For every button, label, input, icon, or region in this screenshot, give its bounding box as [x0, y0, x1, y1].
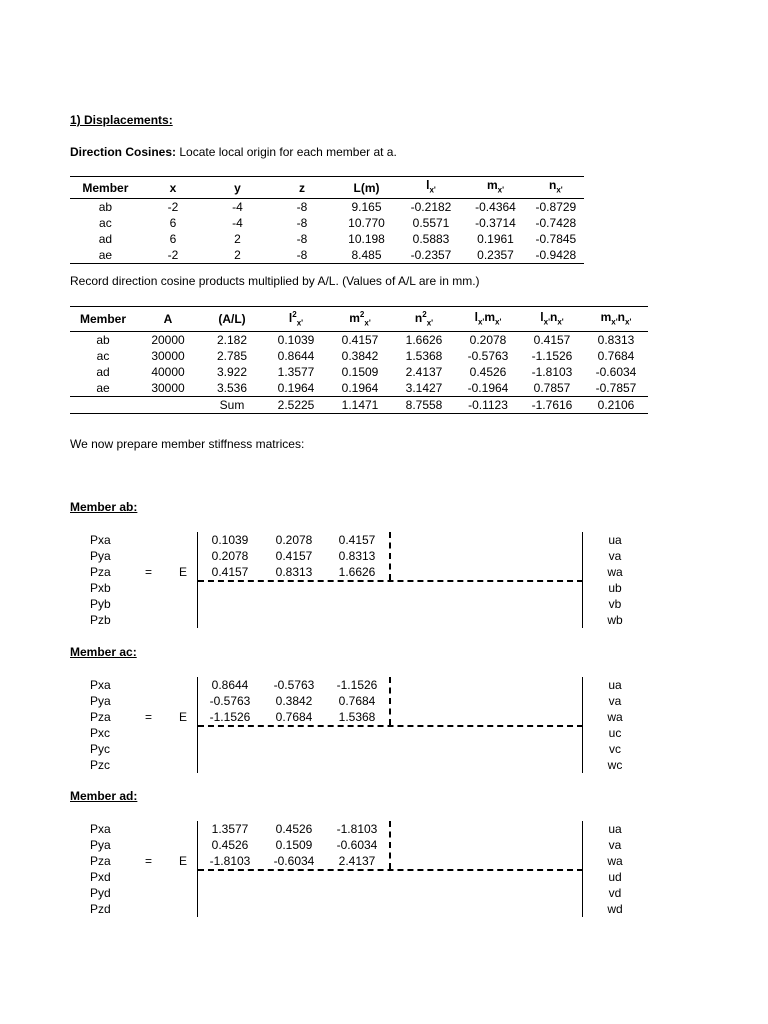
matrix-cell: -1.8103: [209, 854, 251, 868]
displacement-label: ua: [608, 822, 622, 836]
table-cell: 2: [234, 232, 241, 247]
direction-cosines-label: Direction Cosines:: [70, 145, 177, 159]
force-label: Pyb: [90, 597, 111, 611]
force-label: Pzd: [90, 902, 111, 916]
table-row: [70, 332, 648, 349]
force-label: Pzb: [90, 613, 111, 627]
table-cell: 0.5883: [412, 232, 450, 247]
sum-cell: 2.5225: [264, 397, 328, 414]
matrix-cell: 0.1039: [211, 533, 249, 547]
matrix-cell: -0.6034: [273, 854, 315, 868]
partition-horizontal: [198, 580, 583, 582]
modulus-symbol: E: [179, 854, 188, 868]
equals-sign: =: [145, 565, 153, 579]
table-cell: 0.1961: [477, 232, 514, 247]
force-label: Pzc: [90, 758, 111, 772]
table-cell: 0.1964: [341, 381, 379, 396]
force-label: Pya: [90, 549, 111, 563]
col-header-nx: $n_{x'}$: [528, 177, 584, 199]
modulus-symbol: E: [179, 710, 188, 724]
table-cell: -4: [232, 216, 243, 231]
table-cell: 20000: [151, 333, 185, 348]
table-cell: 30000: [151, 349, 185, 364]
table-header-row: [70, 307, 648, 332]
table-cell: 0.2078: [469, 333, 507, 348]
force-label: Pxa: [90, 822, 111, 836]
table-cell: 0.2357: [463, 247, 528, 264]
table-cell: ab: [98, 200, 113, 215]
force-label: Pza: [90, 710, 111, 724]
sum-cell: 8.7558: [392, 397, 456, 414]
matrix-cell: 2.4137: [338, 854, 376, 868]
member-title: Member ac:: [70, 645, 137, 659]
col-header-z: z: [270, 177, 335, 199]
table-cell: -0.4364: [475, 200, 516, 215]
force-label: Pyc: [90, 742, 111, 756]
table-cell: -1.1526: [531, 349, 573, 364]
sum-cell: -0.1123: [456, 397, 520, 414]
table-cell: -0.6034: [595, 365, 637, 380]
table-cell: -0.1964: [467, 381, 509, 396]
matrix-cell: -0.5763: [209, 694, 251, 708]
force-label: Pxa: [90, 533, 111, 547]
table-cell: 9.165: [351, 200, 382, 215]
table-cell: 0.7857: [533, 381, 571, 396]
table-cell: -8: [296, 232, 308, 247]
force-label: Pxd: [90, 870, 111, 884]
section-title: 1) Displacements:: [70, 113, 173, 127]
matrix-cell: 1.5368: [338, 710, 376, 724]
table-cell: ab: [96, 333, 110, 348]
matrix-cell: 0.7684: [338, 694, 376, 708]
table-cell: -0.3714: [475, 216, 516, 231]
displacement-label: vb: [608, 597, 622, 611]
sum-cell: Sum: [200, 397, 264, 414]
matrix-cell: 0.8313: [275, 565, 313, 579]
displacement-label: wa: [607, 854, 623, 868]
matrix-cell: 0.4157: [275, 549, 313, 563]
table-cell: -8: [270, 247, 335, 264]
col-header-n2: $n^2_{x'}$: [392, 307, 456, 332]
table-cell: ae: [96, 381, 110, 396]
force-label: Pza: [90, 565, 111, 579]
table-header-row: [70, 177, 584, 199]
table-cell: 0.8313: [597, 333, 635, 348]
table-cell: -4: [232, 200, 243, 215]
col-header-mx: $m_{x'}$: [463, 177, 528, 199]
table-cell: 2: [205, 247, 270, 264]
products-table: [70, 306, 648, 414]
displacement-label: uc: [608, 726, 622, 740]
table-cell: 2.785: [216, 349, 248, 364]
col-header-x: x: [141, 177, 206, 199]
table-cell: 0.5571: [412, 216, 450, 231]
record-text: Record direction cosine products multiplied by A/L. (Values of A/L are in mm.): [70, 274, 480, 288]
table-row: [70, 247, 584, 264]
table-cell: -0.5763: [467, 349, 509, 364]
force-label: Pya: [90, 694, 111, 708]
table-cell: -1.8103: [531, 365, 573, 380]
sum-cell: [136, 397, 200, 414]
member-title: Member ad:: [70, 789, 138, 803]
equals-sign: =: [145, 710, 153, 724]
matrix-cell: 1.6626: [338, 565, 376, 579]
sum-cell: 1.1471: [328, 397, 392, 414]
table-cell: 0.8644: [277, 349, 315, 364]
table-cell: -0.9428: [528, 247, 584, 264]
displacement-label: ub: [608, 581, 622, 595]
table-cell: -0.7428: [535, 216, 577, 231]
matrix-cell: 0.7684: [275, 710, 313, 724]
sum-cell: -1.7616: [520, 397, 584, 414]
partition-vertical: [389, 677, 391, 725]
matrix-cell: 0.1509: [275, 838, 313, 852]
col-header-lm: $l_{x'}m_{x'}$: [456, 307, 520, 332]
table-cell: 0.4157: [341, 333, 379, 348]
table-cell: 10.770: [348, 216, 385, 231]
displacement-label: wc: [607, 758, 623, 772]
table-cell: 10.198: [348, 232, 385, 247]
col-header-y: y: [205, 177, 270, 199]
table-row: [70, 231, 584, 247]
table-row: [70, 348, 648, 364]
displacement-label: va: [608, 694, 622, 708]
matrix-cell: 0.8644: [211, 678, 249, 692]
col-header-ln: $l_{x'}n_{x'}$: [520, 307, 584, 332]
matrix-cell: 0.8313: [338, 549, 376, 563]
col-header-lx: $l_{x'}$: [399, 177, 464, 199]
col-header-mn: $m_{x'}n_{x'}$: [584, 307, 648, 332]
sum-row: [70, 397, 648, 414]
matrix-cell: -0.6034: [336, 838, 378, 852]
table-cell: ad: [98, 232, 113, 247]
table-cell: -2: [167, 200, 179, 215]
table-cell: -0.7857: [595, 381, 637, 396]
displacement-label: wa: [607, 710, 623, 724]
table-cell: 0.4157: [533, 333, 571, 348]
table-cell: ad: [96, 365, 110, 380]
table-cell: 3.922: [216, 365, 248, 380]
table-cell: ac: [96, 349, 110, 364]
matrix-cell: 0.4526: [275, 822, 313, 836]
displacement-label: ua: [608, 533, 622, 547]
direction-cosines-text: Locate local origin for each member at a.: [176, 145, 397, 159]
table-cell: -0.2182: [410, 200, 452, 215]
table-cell: 8.485: [334, 247, 399, 264]
col-header-m2: $m^2_{x'}$: [328, 307, 392, 332]
matrix-cell: 0.2078: [275, 533, 313, 547]
force-label: Pxc: [90, 726, 111, 740]
table-cell: -8: [296, 200, 308, 215]
displacement-label: wd: [607, 902, 623, 916]
matrix-cell: 0.2078: [211, 549, 249, 563]
col-header-l2: $l^2_{x'}$: [264, 307, 328, 332]
sum-cell: [70, 397, 136, 414]
matrix-cell: 0.3842: [275, 694, 313, 708]
displacement-label: va: [608, 549, 622, 563]
displacement-label: ua: [608, 678, 622, 692]
table-row: [70, 364, 648, 380]
table-row: [70, 199, 584, 216]
table-cell: -8: [296, 216, 308, 231]
table-cell: 0.1964: [277, 381, 315, 396]
col-header-area: A: [136, 307, 200, 332]
table-cell: 0.3842: [341, 349, 379, 364]
table-cell: 40000: [151, 365, 185, 380]
direction-cosines-line: [70, 145, 397, 159]
matrix-cell: -1.1526: [209, 710, 251, 724]
partition-vertical: [389, 821, 391, 869]
matrix-cell: -1.8103: [336, 822, 378, 836]
partition-vertical: [389, 532, 391, 580]
table-cell: 6: [169, 232, 177, 247]
displacement-label: vd: [608, 886, 622, 900]
table-cell: 0.1039: [277, 333, 315, 348]
matrix-cell: 0.4526: [211, 838, 249, 852]
displacement-label: va: [608, 838, 622, 852]
displacement-label: wa: [607, 565, 623, 579]
displacement-label: vc: [609, 742, 621, 756]
matrix-cell: 0.4157: [211, 565, 249, 579]
table-cell: 0.1509: [341, 365, 379, 380]
table-cell: ae: [70, 247, 141, 264]
table-cell: 3.1427: [405, 381, 443, 396]
table-cell: -2: [141, 247, 206, 264]
sum-cell: 0.2106: [584, 397, 648, 414]
table-cell: -0.2357: [399, 247, 464, 264]
modulus-symbol: E: [179, 565, 188, 579]
direction-cosines-table: [70, 176, 584, 264]
partition-horizontal: [198, 869, 583, 871]
force-label: Pza: [90, 854, 111, 868]
col-header-member: Member: [70, 307, 136, 332]
col-header-a-over-l: (A/L): [200, 307, 264, 332]
force-label: Pxb: [90, 581, 111, 595]
table-row: [70, 380, 648, 397]
member-title: Member ab:: [70, 500, 138, 514]
table-row: [70, 215, 584, 231]
prepare-text: We now prepare member stiffness matrices:: [70, 437, 305, 451]
table-cell: 6: [169, 216, 177, 231]
table-cell: 1.3577: [277, 365, 315, 380]
col-header-member: Member: [70, 177, 141, 199]
table-cell: 0.4526: [469, 365, 507, 380]
displacement-label: wb: [607, 613, 623, 627]
table-cell: 2.182: [216, 333, 248, 348]
partition-horizontal: [198, 725, 583, 727]
col-header-length: L(m): [334, 177, 399, 199]
table-cell: 1.5368: [405, 349, 443, 364]
force-label: Pyd: [90, 886, 111, 900]
table-cell: 3.536: [216, 381, 248, 396]
force-label: Pya: [90, 838, 111, 852]
matrix-cell: 0.4157: [338, 533, 376, 547]
table-cell: -0.7845: [535, 232, 577, 247]
displacement-label: ud: [608, 870, 622, 884]
table-cell: 1.6626: [405, 333, 443, 348]
table-cell: 0.7684: [597, 349, 635, 364]
table-cell: 30000: [151, 381, 185, 396]
force-label: Pxa: [90, 678, 111, 692]
equals-sign: =: [145, 854, 153, 868]
matrix-cell: 1.3577: [211, 822, 249, 836]
matrix-cell: -1.1526: [336, 678, 378, 692]
table-cell: -0.8729: [535, 200, 577, 215]
table-cell: 2.4137: [405, 365, 443, 380]
matrix-cell: -0.5763: [273, 678, 315, 692]
table-cell: ac: [99, 216, 112, 231]
